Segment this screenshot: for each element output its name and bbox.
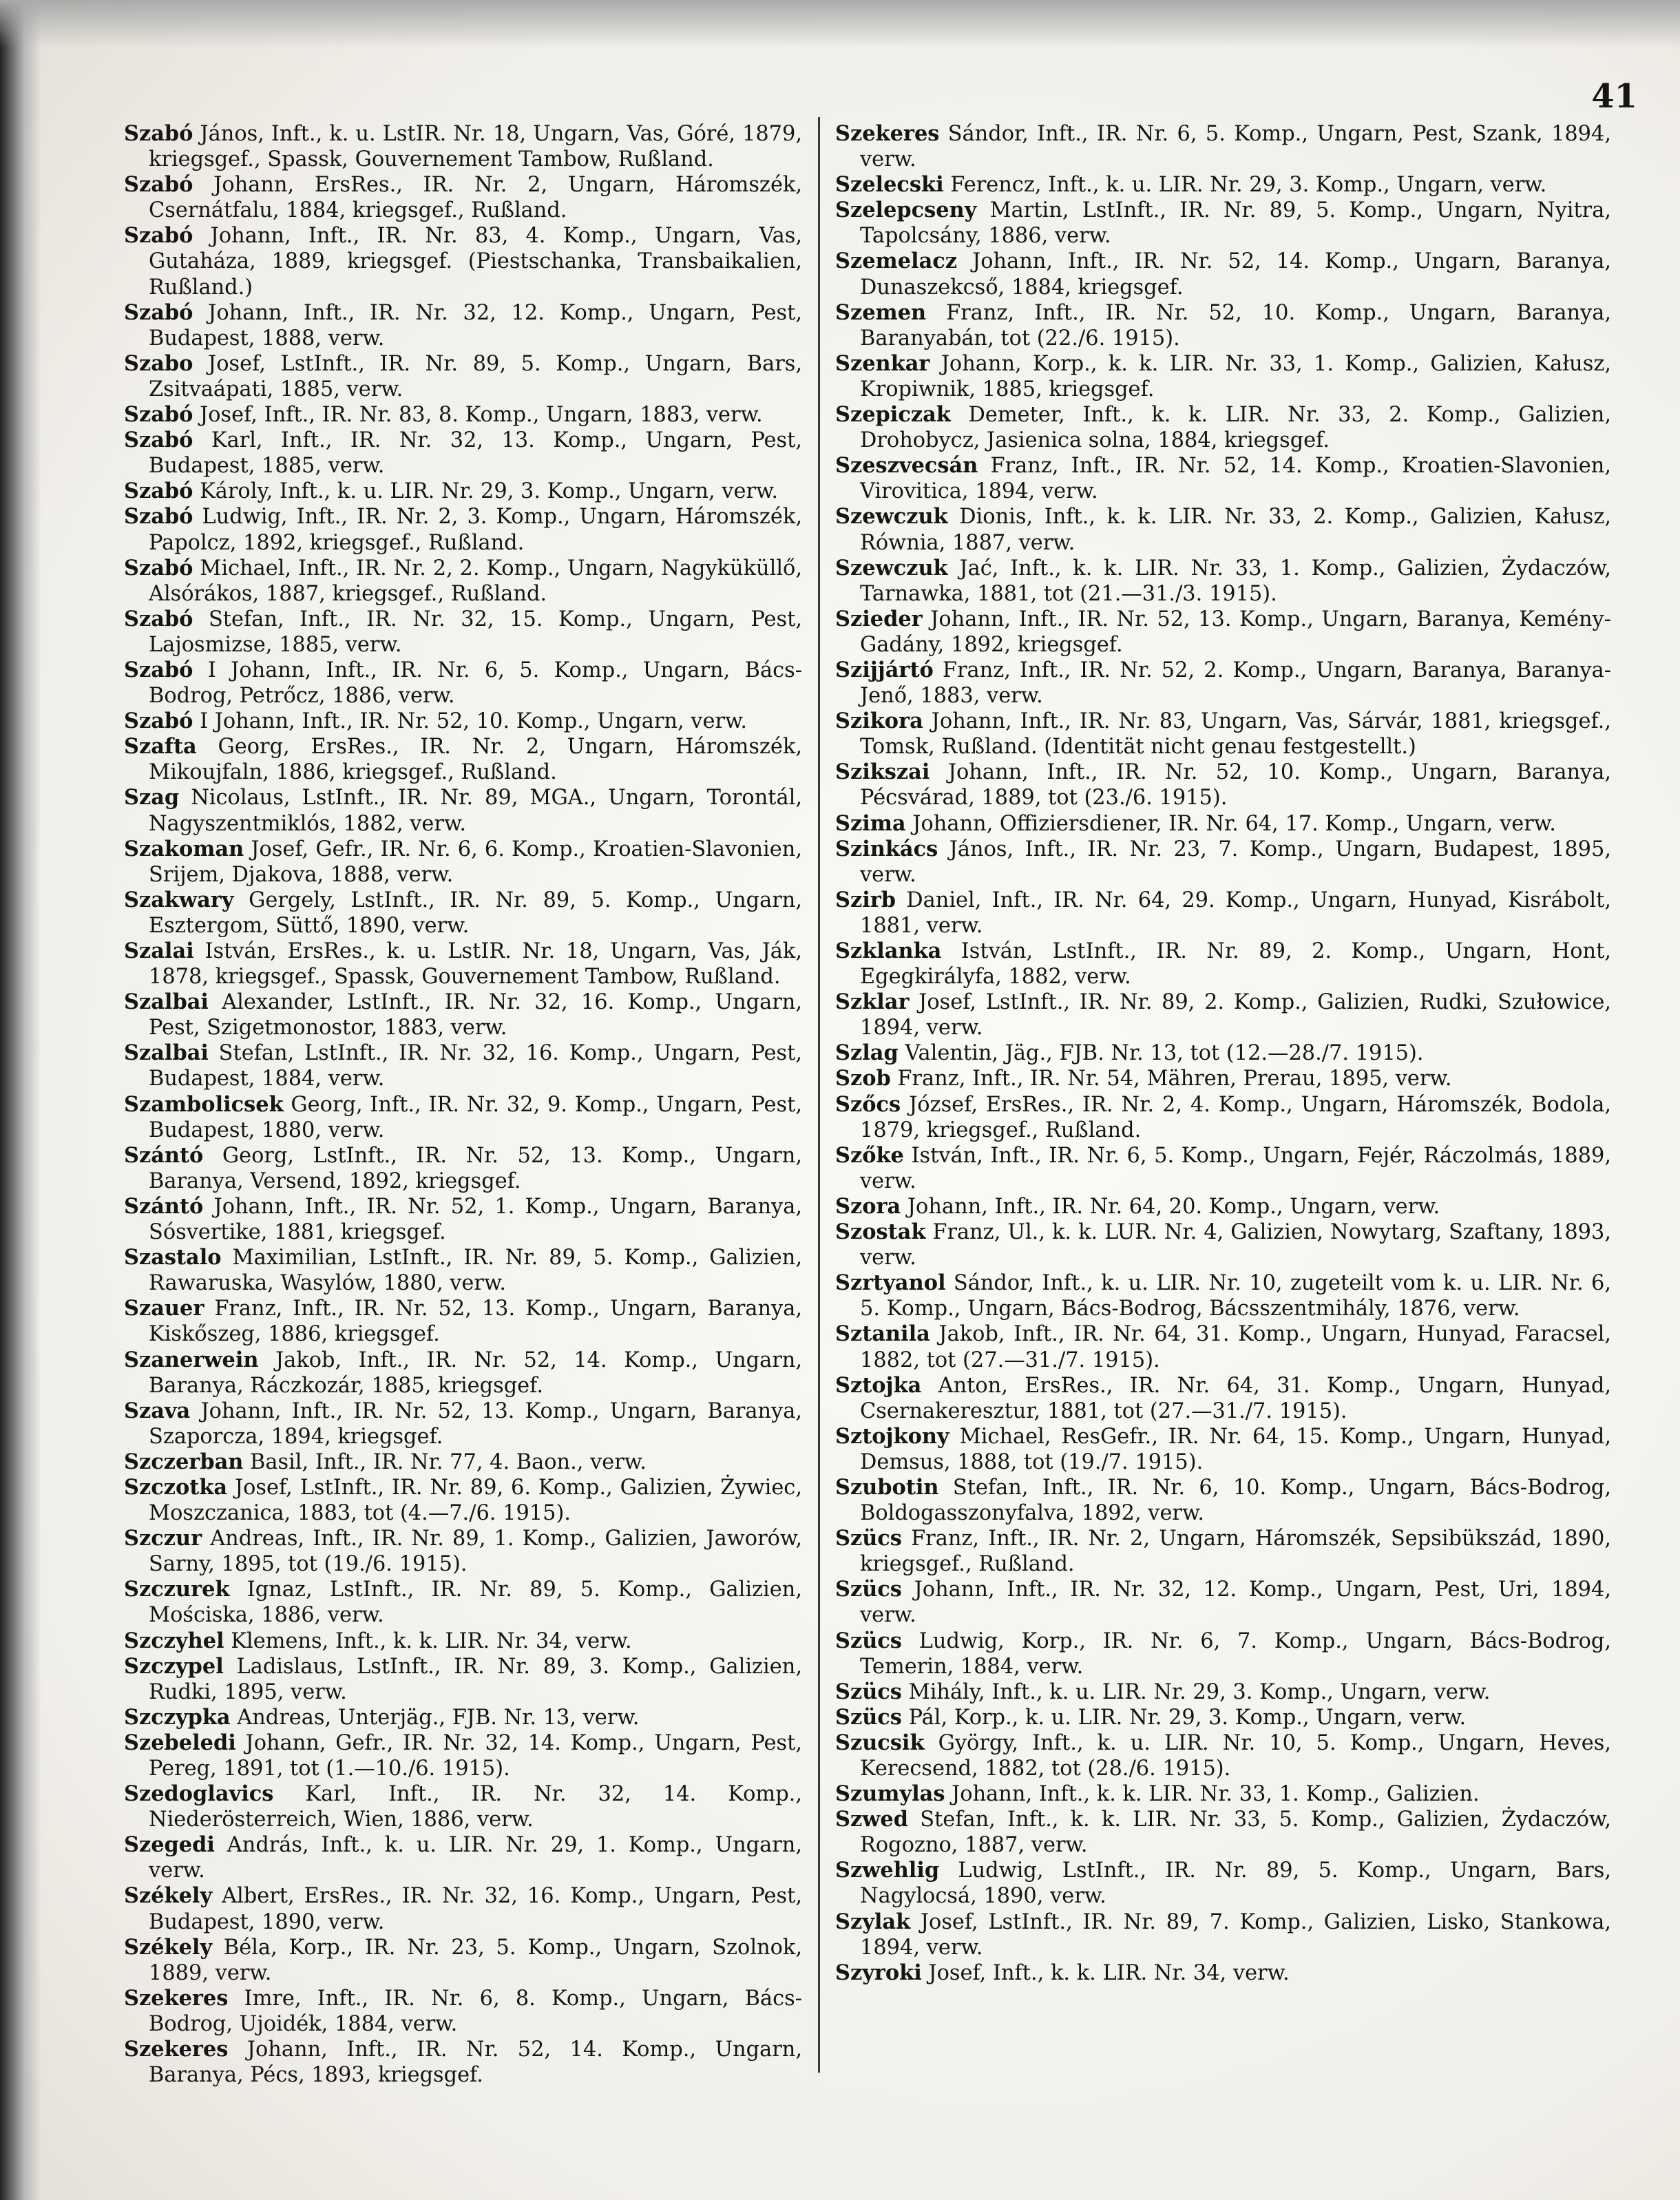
entry-surname: Szirb: [835, 887, 896, 912]
entry-details: Albert, ErsRes., IR. Nr. 32, 16. Komp., Ungarn, Pest, Budapest, 1890, verw.: [149, 1884, 802, 1934]
register-entry: [124, 1654, 802, 1705]
entry-surname: Szklar: [835, 989, 910, 1015]
top-edge-shadow: [0, 0, 1680, 48]
register-entry: [124, 479, 802, 504]
register-entry: [124, 300, 802, 351]
register-entry: [124, 709, 802, 734]
register-entry: [124, 428, 802, 479]
register-entry: [835, 1066, 1611, 1091]
entry-surname: Szewczuk: [835, 504, 948, 530]
entry-surname: Szag: [124, 785, 180, 810]
entry-details: Anton, ErsRes., IR. Nr. 64, 31. Komp., Ungarn, Hunyad, Csernakeresztur, 1881, tot (27.—31./7. 1915).: [860, 1373, 1611, 1423]
entry-details: Franz, Inft., IR. Nr. 52, 2. Komp., Ungarn, Baranya, Baranya-Jenő, 1883, verw.: [860, 658, 1611, 709]
entry-details: Sándor, Inft., k. u. LIR. Nr. 10, zugeteilt vom k. u. LIR. Nr. 6, 5. Komp., Ungarn, Bács-Bodrog, Bácsszentmihály, 1876, verw.: [860, 1271, 1611, 1321]
entry-surname: Szücs: [835, 1526, 902, 1551]
binding-shadow: [0, 0, 41, 2200]
entry-surname: Szabó: [124, 504, 193, 530]
entry-surname: Szabó: [124, 223, 193, 249]
entry-surname: Szelecski: [835, 172, 944, 198]
entry-details: Andreas, Inft., IR. Nr. 89, 1. Komp., Galizien, Jaworów, Sarny, 1895, tot (19./6. 1915).: [149, 1527, 802, 1577]
page-number: 41: [1591, 77, 1637, 116]
entry-details: Georg, ErsRes., IR. Nr. 2, Ungarn, Háromszék, Mikoujfaln, 1886, kriegsgef., Rußland.: [149, 735, 802, 785]
entry-surname: Szalbai: [124, 989, 209, 1015]
entry-details: Stefan, Inft., k. k. LIR. Nr. 33, 5. Komp., Galizien, Żydaczów, Rogozno, 1887, verw.: [860, 1808, 1611, 1858]
entry-details: István, ErsRes., k. u. LstIR. Nr. 18, Ungarn, Vas, Ják, 1878, kriegsgef., Spassk, Gouvernement Tambow, Rußland.: [149, 939, 802, 989]
entry-details: Johann, Inft., IR. Nr. 32, 12. Komp., Ungarn, Pest, Uri, 1894, verw.: [860, 1578, 1611, 1628]
entry-details: Johann, ErsRes., IR. Nr. 2, Ungarn, Háromszék, Csernátfalu, 1884, kriegsgef., Rußland.: [149, 173, 802, 223]
entry-details: Franz, Inft., IR. Nr. 52, 10. Komp., Ungarn, Baranya, Baranyabán, tot (22./6. 1915).: [860, 300, 1611, 350]
register-entry: [835, 402, 1611, 453]
entry-details: Karl, Inft., IR. Nr. 32, 14. Komp., Niederösterreich, Wien, 1886, verw.: [149, 1782, 802, 1832]
entry-surname: Szabó: [124, 300, 193, 325]
entry-details: Johann, Inft., IR. Nr. 83, Ungarn, Vas, Sárvár, 1881, kriegsgef., Tomsk, Rußland. (Identität nicht genau festgestellt.): [860, 709, 1611, 759]
entry-surname: Sztojka: [835, 1372, 922, 1398]
register-entry: [835, 1219, 1611, 1270]
entry-details: Jakob, Inft., IR. Nr. 64, 31. Komp., Ungarn, Hunyad, Faracsel, 1882, tot (27.—31./7. 1915).: [860, 1322, 1611, 1372]
entry-surname: Szabó: [124, 555, 193, 580]
entry-details: Josef, Inft., IR. Nr. 83, 8. Komp., Ungarn, 1883, verw.: [193, 403, 763, 428]
entry-details: Michael, Inft., IR. Nr. 2, 2. Komp., Ungarn, Nagyküküllő, Alsórákos, 1887, kriegsgef., Rußland.: [149, 556, 802, 606]
entry-details: Josef, LstInft., IR. Nr. 89, 2. Komp., Galizien, Rudki, Szułowice, 1894, verw.: [860, 990, 1611, 1040]
entry-surname: Szlag: [835, 1040, 899, 1066]
entry-surname: Szczur: [124, 1526, 202, 1551]
entry-surname: Szieder: [835, 606, 923, 631]
register-entry: [124, 785, 802, 836]
entry-details: Klemens, Inft., k. k. LIR. Nr. 34, verw.: [224, 1628, 632, 1653]
register-entry: [835, 811, 1611, 837]
register-entry: [835, 837, 1611, 888]
entry-details: Georg, Inft., IR. Nr. 32, 9. Komp., Ungarn, Pest, Budapest, 1880, verw.: [149, 1092, 802, 1142]
entry-surname: Szijjártó: [835, 657, 934, 682]
register-entry: [835, 1092, 1611, 1143]
register-entry: [835, 759, 1611, 810]
register-entry: [835, 249, 1611, 300]
entry-details: Valentin, Jäg., FJB. Nr. 13, tot (12.—28./7. 1915).: [898, 1041, 1424, 1066]
entry-surname: Szalai: [124, 939, 194, 963]
entry-details: Johann, Inft., IR. Nr. 52, 14. Komp., Ungarn, Baranya, Pécs, 1893, kriegsgef.: [149, 2037, 802, 2088]
entry-surname: Székely: [124, 1883, 213, 1909]
entry-surname: Szewczuk: [835, 555, 948, 580]
register-entry: [124, 556, 802, 607]
entry-details: Johann, Inft., IR. Nr. 52, 1. Komp., Ungarn, Baranya, Sósvertike, 1881, kriegsgef.: [149, 1194, 802, 1245]
register-entry: [835, 172, 1611, 198]
entry-surname: Szántó: [124, 1142, 204, 1168]
entry-details: I Johann, Inft., IR. Nr. 6, 5. Komp., Ungarn, Bács-Bodrog, Petrőcz, 1886, verw.: [149, 658, 802, 709]
register-entry: [835, 888, 1611, 939]
entry-surname: Szczypka: [124, 1704, 231, 1730]
entry-surname: Szczypel: [124, 1653, 224, 1679]
register-entry: [835, 300, 1611, 351]
entry-surname: Szakoman: [124, 836, 244, 861]
register-entry: [835, 989, 1611, 1040]
entry-details: Johann, Gefr., IR. Nr. 32, 14. Komp., Ungarn, Pest, Pereg, 1891, tot (1.—10./6. 1915).: [149, 1730, 802, 1781]
entry-details: János, Inft., IR. Nr. 23, 7. Komp., Ungarn, Budapest, 1895, verw.: [860, 837, 1611, 887]
entry-details: Jakob, Inft., IR. Nr. 52, 14. Komp., Ungarn, Baranya, Ráczkozár, 1885, kriegsgef.: [149, 1348, 802, 1398]
entry-surname: Szedoglavics: [124, 1781, 274, 1807]
register-entry: [835, 1373, 1611, 1424]
entry-surname: Szikora: [835, 709, 923, 734]
entry-surname: Szücs: [835, 1704, 902, 1730]
register-entry: [835, 1526, 1611, 1577]
entry-surname: Szücs: [835, 1679, 902, 1704]
entry-surname: Szőcs: [835, 1091, 901, 1117]
entry-surname: Szauer: [124, 1296, 204, 1321]
entry-details: Dionis, Inft., k. k. LIR. Nr. 33, 2. Komp., Galizien, Kałusz, Równia, 1887, verw.: [860, 505, 1611, 555]
entry-details: Maximilian, LstInft., IR. Nr. 89, 5. Komp., Galizien, Rawaruska, Wasylów, 1880, verw.: [149, 1246, 802, 1296]
entry-details: Josef, Gefr., IR. Nr. 6, 6. Komp., Kroatien-Slavonien, Srijem, Djakova, 1888, verw.: [149, 837, 802, 887]
entry-surname: Sztanila: [835, 1321, 930, 1347]
entry-details: Johann, Inft., IR. Nr. 52, 10. Komp., Ungarn, Baranya, Pécsvárad, 1889, tot (23./6. 1915).: [860, 760, 1611, 810]
register-entry: [835, 1628, 1611, 1679]
register-entry: [124, 1092, 802, 1143]
entry-details: Josef, LstInft., IR. Nr. 89, 5. Komp., Ungarn, Bars, Zsitvaápati, 1885, verw.: [149, 351, 802, 401]
entry-details: Karl, Inft., IR. Nr. 32, 13. Komp., Ungarn, Pest, Budapest, 1885, verw.: [149, 428, 802, 479]
entry-surname: Szava: [124, 1398, 191, 1423]
register-entry: [124, 1398, 802, 1449]
entry-details: Josef, LstInft., IR. Nr. 89, 7. Komp., Galizien, Lisko, Stankowa, 1894, verw.: [860, 1909, 1611, 1960]
register-entry: [835, 453, 1611, 504]
register-entry: [124, 1296, 802, 1347]
entry-surname: Szabó: [124, 428, 193, 453]
register-entry: [124, 1526, 802, 1577]
register-entry: [124, 1040, 802, 1091]
entry-surname: Szambolicsek: [124, 1091, 284, 1117]
register-entry: [835, 1858, 1611, 1909]
register-entry: [124, 351, 802, 402]
entry-details: Johann, Inft., IR. Nr. 52, 13. Komp., Ungarn, Baranya, Kemény-Gadány, 1892, kriegsgef.: [860, 607, 1611, 657]
register-entry: [124, 1348, 802, 1398]
register-entry: [124, 1628, 802, 1654]
entry-details: Sándor, Inft., IR. Nr. 6, 5. Komp., Ungarn, Pest, Szank, 1894, verw.: [860, 122, 1611, 172]
entry-surname: Szebeledi: [124, 1730, 236, 1755]
register-entry: [835, 1909, 1611, 1960]
register-entry: [124, 658, 802, 709]
entry-details: Pál, Korp., k. u. LIR. Nr. 29, 3. Komp., Ungarn, verw.: [901, 1705, 1467, 1730]
register-entry: [835, 198, 1611, 249]
register-entry: [835, 1270, 1611, 1321]
entry-surname: Szczyhel: [124, 1628, 224, 1653]
entry-details: Franz, Inft., IR. Nr. 52, 14. Komp., Kroatien-Slavonien, Virovitica, 1894, verw.: [860, 454, 1611, 504]
entry-surname: Szemen: [835, 300, 927, 325]
register-entry: [835, 1781, 1611, 1807]
entry-details: Ludwig, LstInft., IR. Nr. 89, 5. Komp., Ungarn, Bars, Nagylocsá, 1890, verw.: [860, 1858, 1611, 1909]
entry-details: József, ErsRes., IR. Nr. 2, 4. Komp., Ungarn, Háromszék, Bodola, 1879, kriegsgef., Rußland.: [860, 1092, 1611, 1142]
entry-surname: Szikszai: [835, 759, 930, 785]
register-entry: [124, 1705, 802, 1730]
entry-details: Johann, Inft., IR. Nr. 52, 14. Komp., Ungarn, Baranya, Dunaszekcső, 1884, kriegsgef.: [860, 249, 1611, 300]
register-entry: [124, 504, 802, 555]
entry-surname: Székely: [124, 1934, 213, 1960]
entry-details: András, Inft., k. u. LIR. Nr. 29, 1. Komp., Ungarn, verw.: [149, 1833, 802, 1883]
entry-surname: Szczotka: [124, 1474, 228, 1500]
register-entry: [124, 888, 802, 939]
entry-surname: Szekeres: [124, 2037, 229, 2062]
register-entry: [835, 1807, 1611, 1858]
register-entry: [124, 1986, 802, 2037]
entry-surname: Szakwary: [124, 887, 234, 912]
register-entry: [124, 1730, 802, 1781]
entry-surname: Szinkács: [835, 836, 938, 861]
register-entry: [124, 402, 802, 428]
entry-surname: Szucsik: [835, 1730, 925, 1755]
entry-details: Johann, Inft., IR. Nr. 32, 12. Komp., Ungarn, Pest, Budapest, 1888, verw.: [149, 300, 802, 350]
register-entry: [124, 2037, 802, 2088]
entry-details: Mihály, Inft., k. u. LIR. Nr. 29, 3. Komp., Ungarn, verw.: [901, 1679, 1491, 1704]
entry-surname: Szastalo: [124, 1245, 222, 1270]
register-entry: [124, 607, 802, 658]
entry-details: Stefan, Inft., IR. Nr. 6, 10. Komp., Ungarn, Bács-Bodrog, Boldogasszonyfalva, 1892, verw.: [860, 1475, 1611, 1526]
register-entry: [835, 607, 1611, 658]
register-entry: [124, 1781, 802, 1832]
register-entry: [835, 939, 1611, 989]
entry-details: György, Inft., k. u. LIR. Nr. 10, 5. Komp., Ungarn, Heves, Kerecsend, 1882, tot (28./6. 1915).: [860, 1730, 1611, 1781]
register-entry: [835, 1960, 1611, 1986]
register-entry: [124, 837, 802, 888]
register-entry: [124, 121, 802, 172]
entry-surname: Szelepcseny: [835, 198, 977, 223]
entry-details: Jać, Inft., k. k. LIR. Nr. 33, 1. Komp., Galizien, Żydaczów, Tarnawka, 1881, tot (21.—31./3. 1915).: [860, 556, 1611, 606]
register-entry: [835, 1143, 1611, 1194]
register-entry: [124, 1935, 802, 1986]
entry-surname: Szücs: [835, 1628, 902, 1653]
register-entry: [835, 121, 1611, 172]
entry-surname: Szabó: [124, 172, 193, 198]
entry-surname: Szekeres: [835, 121, 940, 146]
entry-details: Johann, Inft., IR. Nr. 52, 13. Komp., Ungarn, Baranya, Szaporcza, 1894, kriegsgef.: [149, 1398, 802, 1449]
entry-details: I Johann, Inft., IR. Nr. 52, 10. Komp., Ungarn, verw.: [193, 709, 748, 734]
entry-surname: Szylak: [835, 1909, 911, 1934]
entry-surname: Szyroki: [835, 1960, 922, 1985]
entry-details: Johann, Inft., k. k. LIR. Nr. 33, 1. Komp., Galizien.: [945, 1782, 1480, 1807]
column-divider: [818, 117, 820, 2073]
entry-details: Nicolaus, LstInft., IR. Nr. 89, MGA., Ungarn, Torontál, Nagyszentmiklós, 1882, verw.: [149, 786, 802, 836]
entry-details: Ludwig, Korp., IR. Nr. 6, 7. Komp., Ungarn, Bács-Bodrog, Temerin, 1884, verw.: [860, 1628, 1611, 1679]
register-entry: [835, 1321, 1611, 1372]
entry-surname: Szalbai: [124, 1040, 209, 1066]
register-entry: [835, 709, 1611, 759]
entry-details: Franz, Ul., k. k. LUR. Nr. 4, Galizien, Nowytarg, Szaftany, 1893, verw.: [860, 1220, 1611, 1270]
entry-surname: Szwehlig: [835, 1858, 940, 1883]
entry-surname: Szrtyanol: [835, 1270, 946, 1296]
register-entry: [835, 1424, 1611, 1475]
entry-surname: Szora: [835, 1193, 901, 1219]
entry-surname: Szubotin: [835, 1474, 939, 1500]
register-entry: [835, 1705, 1611, 1730]
entry-details: István, LstInft., IR. Nr. 89, 2. Komp., Ungarn, Hont, Egegkirályfa, 1882, verw.: [860, 939, 1611, 989]
entry-details: Daniel, Inft., IR. Nr. 64, 29. Komp., Ungarn, Hunyad, Kisrábolt, 1881, verw.: [860, 888, 1611, 938]
entry-details: Johann, Inft., IR. Nr. 64, 20. Komp., Ungarn, verw.: [901, 1194, 1440, 1219]
register-entry: [835, 1577, 1611, 1628]
entry-details: Gergely, LstInft., IR. Nr. 89, 5. Komp., Ungarn, Esztergom, Süttő, 1890, verw.: [149, 888, 802, 938]
entry-details: Imre, Inft., IR. Nr. 6, 8. Komp., Ungarn, Bács-Bodrog, Ujoidék, 1884, verw.: [149, 1986, 802, 2036]
entry-surname: Szepiczak: [835, 402, 951, 428]
register-entry: [124, 223, 802, 300]
entry-details: Károly, Inft., k. u. LIR. Nr. 29, 3. Komp., Ungarn, verw.: [193, 479, 779, 504]
entry-surname: Szklanka: [835, 939, 942, 963]
entry-surname: Szima: [835, 810, 906, 836]
entry-details: Alexander, LstInft., IR. Nr. 32, 16. Komp., Ungarn, Pest, Szigetmonostor, 1883, verw.: [149, 990, 802, 1040]
register-entry: [835, 556, 1611, 607]
entry-details: Ignaz, LstInft., IR. Nr. 89, 5. Komp., Galizien, Mościska, 1886, verw.: [149, 1578, 802, 1628]
entry-surname: Szenkar: [835, 350, 930, 376]
entry-details: Ludwig, Inft., IR. Nr. 2, 3. Komp., Ungarn, Háromszék, Papolcz, 1892, kriegsgef., Rußland.: [149, 505, 802, 555]
register-entry: [835, 1730, 1611, 1781]
entry-details: Stefan, Inft., IR. Nr. 32, 15. Komp., Ungarn, Pest, Lajosmizse, 1885, verw.: [149, 607, 802, 657]
entry-details: Ladislaus, LstInft., IR. Nr. 89, 3. Komp., Galizien, Rudki, 1895, verw.: [149, 1654, 802, 1704]
entry-details: Andreas, Unterjäg., FJB. Nr. 13, verw.: [230, 1705, 640, 1730]
register-entry: [835, 1194, 1611, 1219]
register-entry: [124, 1245, 802, 1296]
entry-details: Josef, LstInft., IR. Nr. 89, 6. Komp., Galizien, Żywiec, Moszczanica, 1883, tot (4.—7./6. 1915).: [149, 1475, 802, 1526]
entry-details: János, Inft., k. u. LstIR. Nr. 18, Ungarn, Vas, Góré, 1879, kriegsgef., Spassk, Gouvernement Tambow, Rußland.: [149, 122, 802, 172]
right-column: [835, 121, 1611, 1986]
register-entry: [124, 734, 802, 785]
entry-surname: Szabó: [124, 657, 193, 682]
left-column: [124, 121, 802, 2088]
entry-details: Georg, LstInft., IR. Nr. 52, 13. Komp., Ungarn, Baranya, Versend, 1892, kriegsgef.: [149, 1143, 802, 1193]
entry-surname: Szanerwein: [124, 1347, 259, 1372]
register-entry: [124, 1832, 802, 1883]
entry-details: Johann, Korp., k. k. LIR. Nr. 33, 1. Komp., Galizien, Kałusz, Kropiwnik, 1885, kriegsgef.: [860, 351, 1611, 401]
entry-details: Johann, Inft., IR. Nr. 83, 4. Komp., Ungarn, Vas, Gutaháza, 1889, kriegsgef. (Piestschanka, Transbaikalien, Rußland.): [149, 224, 802, 300]
register-entry: [835, 351, 1611, 402]
entry-details: Stefan, LstInft., IR. Nr. 32, 16. Komp., Ungarn, Pest, Budapest, 1884, verw.: [149, 1041, 802, 1091]
entry-surname: Szegedi: [124, 1832, 215, 1858]
register-entry: [835, 504, 1611, 555]
register-entry: [835, 1475, 1611, 1526]
entry-surname: Szabó: [124, 606, 193, 631]
entry-details: Franz, Inft., IR. Nr. 52, 13. Komp., Ungarn, Baranya, Kiskőszeg, 1886, kriegsgef.: [149, 1297, 802, 1347]
entry-details: Franz, Inft., IR. Nr. 54, Mähren, Prerau, 1895, verw.: [890, 1067, 1452, 1091]
entry-surname: Szumylas: [835, 1781, 945, 1807]
register-entry: [124, 989, 802, 1040]
entry-surname: Szemelacz: [835, 249, 958, 274]
entry-surname: Szabó: [124, 121, 193, 146]
entry-surname: Szekeres: [124, 1985, 229, 2011]
entry-surname: Szőke: [835, 1142, 904, 1168]
entry-details: István, Inft., IR. Nr. 6, 5. Komp., Ungarn, Fejér, Ráczolmás, 1889, verw.: [860, 1143, 1611, 1193]
entry-details: Demeter, Inft., k. k. LIR. Nr. 33, 2. Komp., Galizien, Drohobycz, Jasienica solna, 1884, kriegsgef.: [860, 403, 1611, 453]
entry-surname: Szabó: [124, 402, 193, 428]
entry-surname: Szabó: [124, 479, 193, 504]
entry-surname: Sztojkony: [835, 1423, 949, 1449]
entry-surname: Szostak: [835, 1219, 926, 1245]
register-entry: [124, 1143, 802, 1194]
register-entry: [124, 1449, 802, 1475]
entry-surname: Szeszvecsán: [835, 453, 978, 479]
register-entry: [835, 658, 1611, 709]
register-entry: [124, 1577, 802, 1628]
register-entry: [124, 1883, 802, 1934]
entry-surname: Szántó: [124, 1193, 204, 1219]
entry-details: Johann, Offiziersdiener, IR. Nr. 64, 17. Komp., Ungarn, verw.: [905, 811, 1556, 836]
entry-surname: Szafta: [124, 734, 197, 759]
entry-surname: Szwed: [835, 1807, 908, 1832]
entry-details: Michael, ResGefr., IR. Nr. 64, 15. Komp., Ungarn, Hunyad, Demsus, 1888, tot (19./7. 1915).: [860, 1424, 1611, 1474]
entry-surname: Szczerban: [124, 1449, 244, 1474]
entry-details: Martin, LstInft., IR. Nr. 89, 5. Komp., Ungarn, Nyitra, Tapolcsány, 1886, verw.: [860, 198, 1611, 249]
entry-surname: Szob: [835, 1066, 891, 1091]
register-entry: [835, 1679, 1611, 1705]
entry-details: Franz, Inft., IR. Nr. 2, Ungarn, Háromszék, Sepsibükszád, 1890, kriegsgef., Rußland.: [860, 1527, 1611, 1577]
entry-details: Basil, Inft., IR. Nr. 77, 4. Baon., verw.: [243, 1449, 647, 1474]
entry-details: Béla, Korp., IR. Nr. 23, 5. Komp., Ungarn, Szolnok, 1889, verw.: [149, 1935, 802, 1985]
register-entry: [124, 939, 802, 989]
entry-surname: Szücs: [835, 1577, 902, 1602]
register-entry: [835, 1040, 1611, 1066]
entry-details: Josef, Inft., k. k. LIR. Nr. 34, verw.: [921, 1960, 1290, 1985]
entry-details: Ferencz, Inft., k. u. LIR. Nr. 29, 3. Komp., Ungarn, verw.: [943, 173, 1547, 198]
entry-surname: Szczurek: [124, 1577, 230, 1602]
entry-surname: Szabó: [124, 709, 193, 734]
entry-surname: Szabo: [124, 350, 193, 376]
register-entry: [124, 172, 802, 223]
register-entry: [124, 1194, 802, 1245]
register-entry: [124, 1475, 802, 1526]
